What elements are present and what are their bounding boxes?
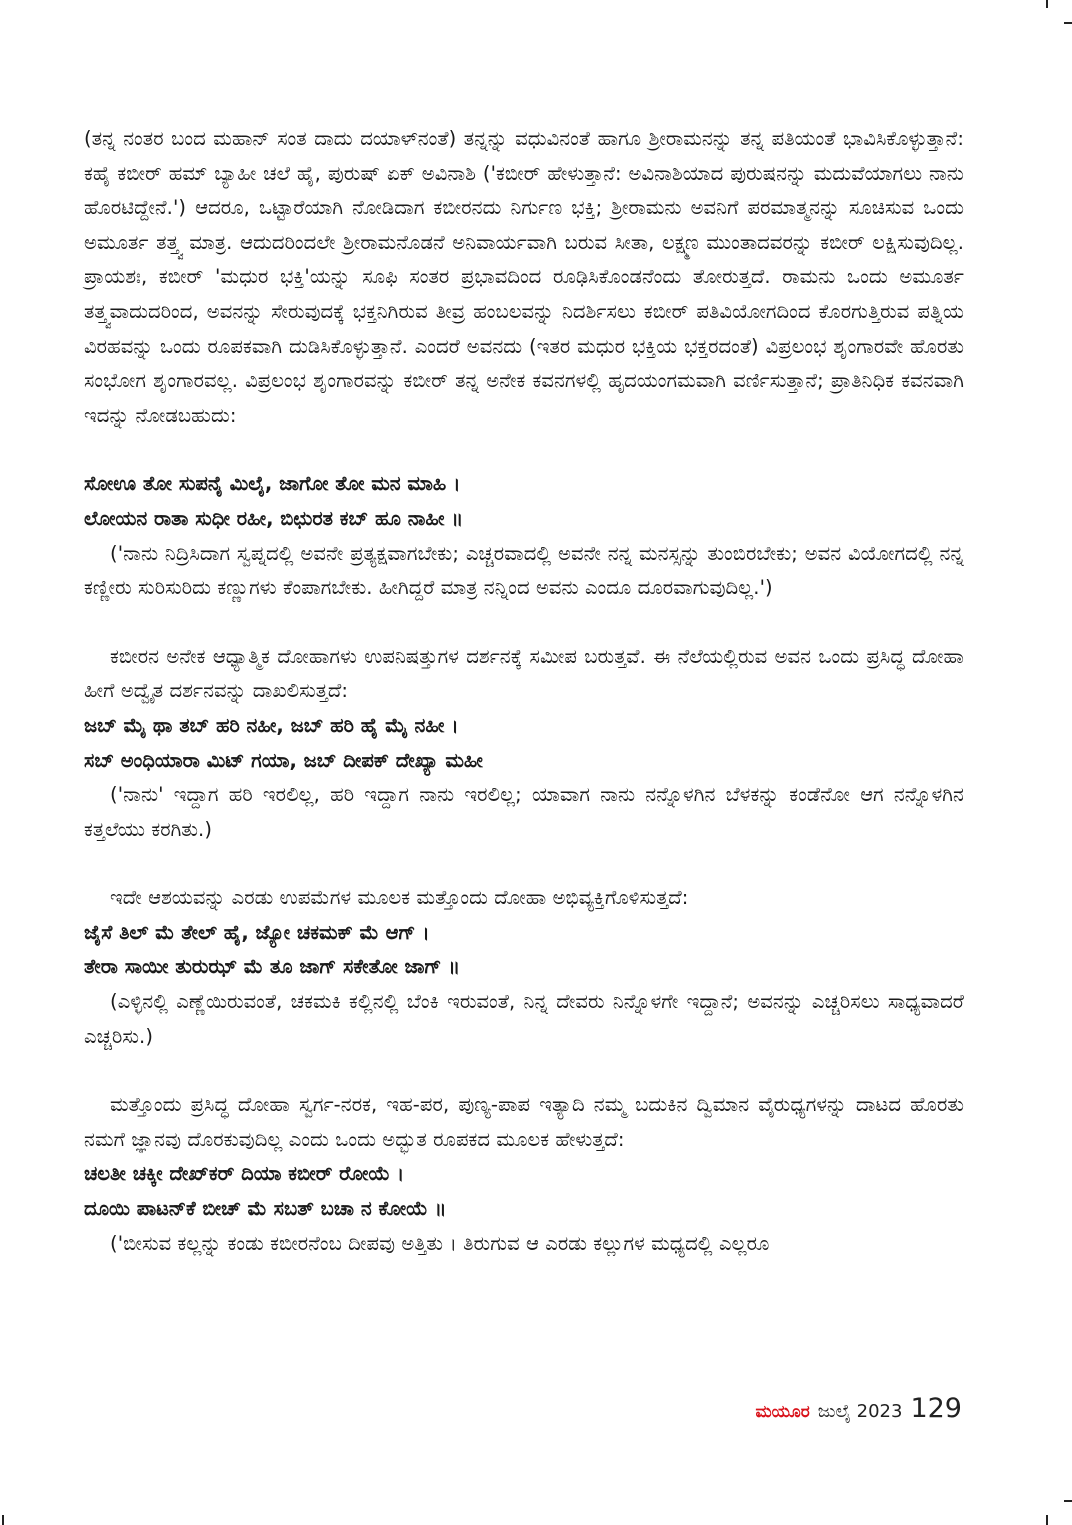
page-number: 129	[910, 1393, 962, 1424]
crop-mark-bottom-left	[2, 1515, 4, 1525]
crop-mark-right-upper	[1064, 22, 1072, 24]
doha-line: ಜೈಸೆ ತಿಲ್ ಮೆ ತೇಲ್ ಹೈ, ಜ್ಯೋ ಚಕಮಕ್ ಮೆ ಆಗ್ ।	[84, 920, 430, 944]
page-footer	[755, 1393, 962, 1424]
doha-line: ದೂಯಿ ಪಾಟನ್‌ಕೆ ಬೀಚ್ ಮೆ ಸಬತ್ ಬಚಾ ನ ಕೋಯೆ ॥	[84, 1197, 447, 1221]
translation-paragraph: ('ನಾನು ನಿದ್ರಿಸಿದಾಗ ಸ್ವಪ್ನದಲ್ಲಿ ಅವನೇ ಪ್ರತ್ಯಕ್ಷವಾಗಬೇಕು; ಎಚ್ಚರವಾದಲ್ಲಿ ಅವನೇ ನನ್ನ ಮನಸ್ಸನ್ನು ತುಂಬಿರಬೇಕು; ಅವನ ವಿಯೋಗದಲ್ಲಿ ನನ್ನ ಕಣ್ಣೀರು ಸುರಿಸುರಿದು ಕಣ್ಣುಗಳು ಕೆಂಪಾಗಬೇಕು. ಹೀಗಿದ್ದರೆ ಮಾತ್ರ ನನ್ನಿಂದ ಅವನು ಎಂದೂ ದೂರವಾಗುವುದಿಲ್ಲ.')	[84, 541, 964, 600]
crop-mark-top-right	[1046, 0, 1048, 8]
translation-paragraph: ('ನಾನು' ಇದ್ದಾಗ ಹರಿ ಇರಲಿಲ್ಲ, ಹರಿ ಇದ್ದಾಗ ನಾನು ಇರಲಿಲ್ಲ; ಯಾವಾಗ ನಾನು ನನ್ನೊಳಗಿನ ಬೆಳಕನ್ನು ಕಂಡೆನೋ ಆಗ ನನ್ನೊಳಗಿನ ಕತ್ತಲೆಯು ಕರಗಿತು.)	[84, 783, 964, 841]
paragraph: (ತನ್ನ ನಂತರ ಬಂದ ಮಹಾನ್ ಸಂತ ದಾದು ದಯಾಳ್‌ನಂತೆ) ತನ್ನನ್ನು ವಧುವಿನಂತೆ ಹಾಗೂ ಶ್ರೀರಾಮನನ್ನು ತನ್ನ ಪತಿಯಂತೆ ಭಾವಿಸಿಕೊಳ್ಳುತ್ತಾನೆ: ಕಹೈ ಕಬೀರ್ ಹಮ್ ಬ್ಯಾಹೀ ಚಲೆ ಹೈ, ಪುರುಷ್ ಏಕ್ ಅವಿನಾಶಿ ('ಕಬೀರ್ ಹೇಳುತ್ತಾನೆ: ಅವಿನಾಶಿಯಾದ ಪುರುಷನನ್ನು ಮದುವೆಯಾಗಲು ನಾನು ಹೊರಟಿದ್ದೇನೆ.') ಆದರೂ, ಒಟ್ಟಾರೆಯಾಗಿ ನೋಡಿದಾಗ ಕಬೀರನದು ನಿರ್ಗುಣ ಭಕ್ತಿ; ಶ್ರೀರಾಮನು ಅವನಿಗೆ ಪರಮಾತ್ಮನನ್ನು ಸೂಚಿಸುವ ಒಂದು ಅಮೂರ್ತ ತತ್ತ್ವ ಮಾತ್ರ. ಆದುದರಿಂದಲೇ ಶ್ರೀರಾಮನೊಡನೆ ಅನಿವಾರ್ಯವಾಗಿ ಬರುವ ಸೀತಾ, ಲಕ್ಷ್ಮಣ ಮುಂತಾದವರನ್ನು ಕಬೀರ್ ಲಕ್ಷಿಸುವುದಿಲ್ಲ. ಪ್ರಾಯಶಃ, ಕಬೀರ್ 'ಮಧುರ ಭಕ್ತಿ'ಯನ್ನು ಸೂಫಿ ಸಂತರ ಪ್ರಭಾವದಿಂದ ರೂಢಿಸಿಕೊಂಡನೆಂದು ತೋರುತ್ತದೆ. ರಾಮನು ಒಂದು ಅಮೂರ್ತ ತತ್ತ್ವವಾದುದರಿಂದ, ಅವನನ್ನು ಸೇರುವುದಕ್ಕೆ ಭಕ್ತನಿಗಿರುವ ತೀವ್ರ ಹಂಬಲವನ್ನು ನಿದರ್ಶಿಸಲು ಕಬೀರ್ ಪತಿವಿಯೋಗದಿಂದ ಕೊರಗುತ್ತಿರುವ ಪತ್ನಿಯ ವಿರಹವನ್ನು ಒಂದು ರೂಪಕವಾಗಿ ದುಡಿಸಿಕೊಳ್ಳುತ್ತಾನೆ. ಎಂದರೆ ಅವನದು (ಇತರ ಮಧುರ ಭಕ್ತಿಯ ಭಕ್ತರದಂತೆ) ವಿಪ್ರಲಂಭ ಶೃಂಗಾರವೇ ಹೊರತು ಸಂಭೋಗ ಶೃಂಗಾರವಲ್ಲ. ವಿಪ್ರಲಂಭ ಶೃಂಗಾರವನ್ನು ಕಬೀರ್ ತನ್ನ ಅನೇಕ ಕವನಗಳಲ್ಲಿ ಹೃದಯಂಗಮವಾಗಿ ವರ್ಣಿಸುತ್ತಾನೆ; ಪ್ರಾತಿನಿಧಿಕ ಕವನವಾಗಿ ಇದನ್ನು ನೋಡಬಹುದು:	[84, 127, 964, 427]
doha-line: ಜಬ್ ಮೈ ಥಾ ತಬ್ ಹರಿ ನಹೀ, ಜಬ್ ಹರಿ ಹೈ ಮೈ ನಹೀ ।	[84, 713, 459, 737]
translation-paragraph: (ಎಳ್ಳಿನಲ್ಲಿ ಎಣ್ಣೆಯಿರುವಂತೆ, ಚಕಮಕಿ ಕಲ್ಲಿನಲ್ಲಿ ಬೆಂಕಿ ಇರುವಂತೆ, ನಿನ್ನ ದೇವರು ನಿನ್ನೊಳಗೇ ಇದ್ದಾನೆ; ಅವನನ್ನು ಎಚ್ಚರಿಸಲು ಸಾಧ್ಯವಾದರೆ ಎಚ್ಚರಿಸು.)	[84, 990, 964, 1048]
doha-line: ಸಬ್ ಅಂಧಿಯಾರಾ ಮಿಟ್ ಗಯಾ, ಜಬ್ ದೀಪಕ್ ದೇಖ್ಯಾ ಮಹೀ	[84, 748, 483, 772]
paragraph: ಮತ್ತೊಂದು ಪ್ರಸಿದ್ಧ ದೋಹಾ ಸ್ವರ್ಗ-ನರಕ, ಇಹ-ಪರ, ಪುಣ್ಯ-ಪಾಪ ಇತ್ಯಾದಿ ನಮ್ಮ ಬದುಕಿನ ದ್ವಿಮಾನ ವೈರುಧ್ಯಗಳನ್ನು ದಾಟದ ಹೊರತು ನಮಗೆ ಜ್ಞಾನವು ದೊರಕುವುದಿಲ್ಲ ಎಂದು ಒಂದು ಅದ್ಭುತ ರೂಪಕದ ಮೂಲಕ ಹೇಳುತ್ತದೆ:	[84, 1093, 964, 1151]
paragraph: ಇದೇ ಆಶಯವನ್ನು ಎರಡು ಉಪಮೆಗಳ ಮೂಲಕ ಮತ್ತೊಂದು ದೋಹಾ ಅಭಿವ್ಯಕ್ತಿಗೊಳಿಸುತ್ತದೆ:	[110, 886, 689, 910]
crop-mark-right-lower	[1064, 1500, 1072, 1502]
doha-line: ಚಲತೀ ಚಕ್ಕೀ ದೇಖ್‌ಕರ್ ದಿಯಾ ಕಬೀರ್ ರೋಯೆ ।	[84, 1162, 405, 1186]
issue-date: ಜುಲೈ 2023	[817, 1401, 903, 1422]
magazine-logo: ಮಯೂರ	[755, 1402, 810, 1422]
doha-line: ಲೋಯನ ರಾತಾ ಸುಧೀ ರಹೀ, ಬಿಛುರತ ಕಬ್ ಹೂ ನಾಹೀ ॥	[84, 506, 464, 530]
doha-line: ತೇರಾ ಸಾಯೀ ತುರುಝ್ ಮೆ ತೂ ಜಾಗ್ ಸಕೇತೋ ಜಾಗ್ ॥	[84, 955, 461, 979]
article-body	[84, 122, 964, 1261]
paragraph: ಕಬೀರನ ಅನೇಕ ಆಧ್ಯಾತ್ಮಿಕ ದೋಹಾಗಳು ಉಪನಿಷತ್ತುಗಳ ದರ್ಶನಕ್ಕೆ ಸಮೀಪ ಬರುತ್ತವೆ. ಈ ನೆಲೆಯಲ್ಲಿರುವ ಅವನ ಒಂದು ಪ್ರಸಿದ್ಧ ದೋಹಾ ಹೀಗೆ ಅದ್ವೈತ ದರ್ಶನವನ್ನು ದಾಖಲಿಸುತ್ತದೆ:	[84, 644, 964, 703]
doha-line: ಸೋಊ ತೋ ಸುಪನೈ ಮಿಲೈ, ಜಾಗೋ ತೋ ಮನ ಮಾಹಿ ।	[84, 472, 461, 496]
crop-mark-bottom-right	[1046, 1515, 1048, 1525]
translation-paragraph: ('ಬೀಸುವ ಕಲ್ಲನ್ನು ಕಂಡು ಕಬೀರನೆಂಬ ದೀಪವು ಅತ್ತಿತು । ತಿರುಗುವ ಆ ಎರಡು ಕಲ್ಲುಗಳ ಮಧ್ಯದಲ್ಲಿ ಎಲ್ಲರೂ	[110, 1231, 770, 1255]
